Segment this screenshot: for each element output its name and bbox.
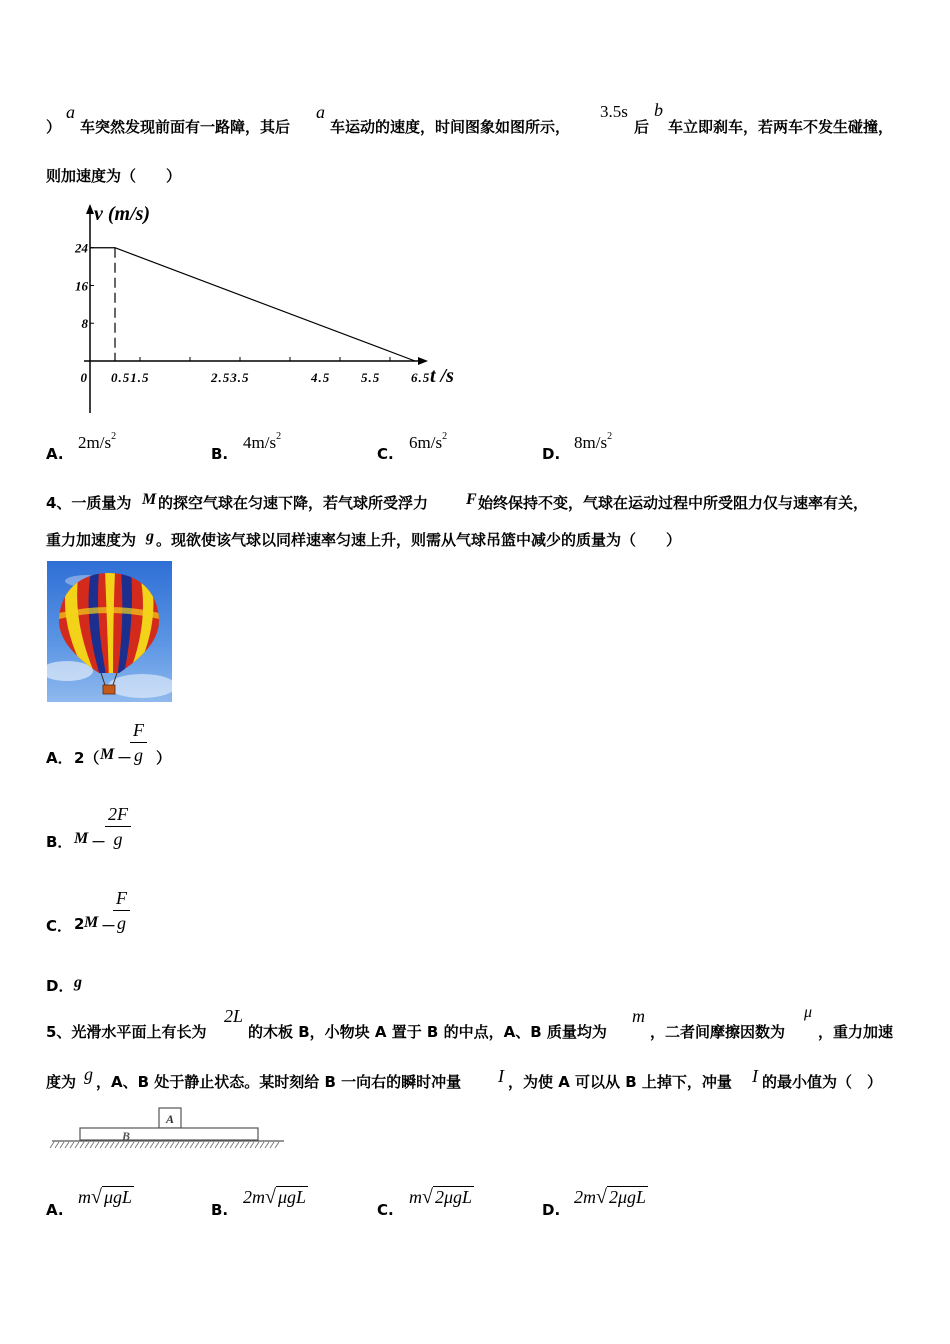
close-paren: ） [46, 118, 62, 136]
hatch-line [70, 1142, 74, 1148]
hatch-line [65, 1142, 69, 1148]
hatch-line [75, 1142, 79, 1148]
minus-sign: － [101, 917, 117, 935]
q3-text1: 车突然发现前面有一路障，其后 [80, 118, 291, 136]
hatch-line [215, 1142, 219, 1148]
numerator: F [133, 720, 144, 740]
hatch-line [240, 1142, 244, 1148]
hatch-line [95, 1142, 99, 1148]
option-b[interactable] [243, 1186, 308, 1209]
denominator: g [117, 913, 126, 933]
hatch-line [260, 1142, 264, 1148]
option-label: C． [46, 917, 73, 935]
option-label: A. [46, 445, 64, 463]
hatch-line [170, 1142, 174, 1148]
hatch-line [255, 1142, 259, 1148]
superscript: 2 [111, 431, 117, 442]
denominator: g [113, 829, 123, 849]
numerator: F [116, 888, 127, 908]
sqrt-sign: √ [91, 1186, 102, 1208]
q5-text: ，重力加速 [818, 1023, 894, 1041]
option-label: B. [211, 1201, 229, 1219]
hatch-line [180, 1142, 184, 1148]
q4-text: 重力加速度为 [46, 531, 137, 549]
hatch-line [140, 1142, 144, 1148]
numerator: 2F [108, 804, 128, 824]
hatch-line [90, 1142, 94, 1148]
option-c[interactable] [409, 433, 447, 453]
option-label: D. [542, 1201, 561, 1219]
option-a[interactable] [78, 1186, 134, 1209]
option-d[interactable] [574, 433, 612, 453]
block-A-label: A [165, 1112, 175, 1126]
hatch-line [155, 1142, 159, 1148]
q5-text: ，为使 A 可以从 B 上掉下，冲量 [508, 1073, 732, 1091]
var-I: I [752, 1066, 758, 1086]
hatch-line [270, 1142, 274, 1148]
q5-text: 度为 [46, 1073, 77, 1091]
hatch-line [235, 1142, 239, 1148]
denominator: g [134, 745, 143, 765]
q5-text: ，A、B 处于静止状态。某时刻给 B 一向右的瞬时冲量 [96, 1073, 462, 1091]
q4-text: 。现欲使该气球以同样速率匀速上升，则需从气球吊篮中减少的质量为（ ） [156, 531, 682, 549]
board-block-diagram [48, 1104, 288, 1150]
hatch-line [60, 1142, 64, 1148]
x-tick-label: 0 [80, 370, 88, 385]
option-label: A． [46, 749, 73, 767]
var-M: M [84, 914, 99, 931]
var-m: m [632, 1006, 645, 1026]
sqrt-sign: √ [596, 1186, 607, 1208]
option-value: 6m/s [409, 433, 443, 452]
hatch-line [100, 1142, 104, 1148]
coefficient: 2m [243, 1187, 265, 1207]
option-value: 2m/s [78, 433, 112, 452]
hatch-line [275, 1142, 279, 1148]
hatch-line [210, 1142, 214, 1148]
q4-text: 4、一质量为 [46, 494, 132, 512]
option-value: 4m/s [243, 433, 277, 452]
var-I: I [498, 1066, 504, 1086]
time-value: 3.5s [600, 102, 628, 121]
minus-sign: － [117, 749, 133, 767]
radicand: 2μgL [608, 1187, 647, 1207]
option-prefix: 2 [74, 915, 85, 933]
option-label: D． [46, 977, 74, 995]
option-c[interactable] [409, 1186, 474, 1209]
superscript: 2 [442, 431, 448, 442]
hatch-line [135, 1142, 139, 1148]
hatch-line [165, 1142, 169, 1148]
q3-line2: 则加速度为（ ） [46, 167, 182, 185]
sqrt-sign: √ [422, 1186, 433, 1208]
hatch-line [195, 1142, 199, 1148]
hatch-line [205, 1142, 209, 1148]
var-M: M [100, 746, 115, 763]
q4-text: 的探空气球在匀速下降，若气球所受浮力 [158, 494, 429, 512]
var-M: M [74, 830, 89, 847]
option-d[interactable] [574, 1186, 648, 1209]
hatch-line [160, 1142, 164, 1148]
var-F: F [466, 491, 477, 508]
hatch-line [145, 1142, 149, 1148]
q5-text: ，二者间摩擦因数为 [650, 1023, 786, 1041]
radicand: μgL [277, 1187, 307, 1207]
var-g: g [146, 528, 154, 545]
hatch-line [200, 1142, 204, 1148]
q5-text: 5、光滑水平面上有长为 [46, 1023, 207, 1041]
option-label: A. [46, 1201, 64, 1219]
coefficient: m [78, 1187, 91, 1207]
hatch-line [250, 1142, 254, 1148]
q5-text: 的最小值为（ ） [762, 1073, 883, 1091]
hatch-line [130, 1142, 134, 1148]
hatch-line [220, 1142, 224, 1148]
hatch-line [245, 1142, 249, 1148]
var-g: g [84, 1064, 93, 1084]
option-prefix: 2（ [74, 749, 100, 767]
vt-chart [60, 196, 480, 421]
fraction [130, 718, 147, 767]
hatch-line [150, 1142, 154, 1148]
x-tick-label: 6.5 [411, 370, 431, 385]
hatch-line [80, 1142, 84, 1148]
var-mu: μ [804, 1004, 813, 1021]
q3-text3: 后 [634, 118, 650, 136]
hatch-line [110, 1142, 114, 1148]
q5-text: 的木板 B，小物块 A 置于 B 的中点，A、B 质量均为 [248, 1023, 607, 1041]
option-label: B. [211, 445, 229, 463]
x-tick-label: 2.53.5 [211, 370, 250, 385]
var-2L: 2L [224, 1006, 244, 1026]
option-label: C. [377, 1201, 394, 1219]
x-axis-label: t /s [430, 365, 454, 387]
x-tick-label: 5.5 [361, 370, 381, 385]
hatch-line [85, 1142, 89, 1148]
hot-air-balloon-image [47, 561, 172, 702]
fraction [105, 802, 131, 851]
y-axis-arrow [86, 204, 94, 214]
sqrt-sign: √ [265, 1186, 276, 1208]
hatch-line [115, 1142, 119, 1148]
x-tick-label: 0.51.5 [111, 370, 150, 385]
option-label: C. [377, 445, 394, 463]
hatch-line [225, 1142, 229, 1148]
ground-hatch [50, 1142, 279, 1148]
radicand: μgL [103, 1187, 133, 1207]
var-a: a [316, 102, 325, 122]
q4-text: 始终保持不变，气球在运动过程中所受阻力仅与速率有关， [478, 494, 869, 512]
board-B-label: B [121, 1129, 131, 1143]
hatch-line [50, 1142, 54, 1148]
option-b[interactable] [243, 433, 281, 453]
var-b: b [654, 100, 663, 120]
hatch-line [55, 1142, 59, 1148]
option-label: B． [46, 833, 73, 851]
var-g: g [74, 974, 82, 991]
q3-text4: 车立即刹车，若两车不发生碰撞， [668, 118, 894, 136]
minus-sign: － [91, 833, 107, 851]
hatch-line [190, 1142, 194, 1148]
option-a[interactable] [78, 433, 116, 453]
superscript: 2 [607, 431, 613, 442]
y-axis-label: v (m/s) [94, 203, 151, 225]
superscript: 2 [276, 431, 282, 442]
hatch-line [230, 1142, 234, 1148]
fraction [113, 886, 130, 935]
x-tick-label: 4.5 [311, 370, 331, 385]
q3-text2: 车运动的速度，时间图象如图所示， [330, 118, 571, 136]
y-tick-label: 24 [75, 240, 88, 256]
var-a: a [66, 102, 75, 122]
hatch-line [265, 1142, 269, 1148]
y-tick-label: 16 [75, 278, 88, 294]
hatch-line [175, 1142, 179, 1148]
coefficient: m [409, 1187, 422, 1207]
option-suffix: ） [156, 749, 172, 767]
velocity-line [90, 248, 415, 361]
var-M: M [142, 491, 157, 508]
radicand: 2μgL [434, 1187, 473, 1207]
hatch-line [105, 1142, 109, 1148]
option-label: D. [542, 445, 561, 463]
option-value: 8m/s [574, 433, 608, 452]
coefficient: 2m [574, 1187, 596, 1207]
hatch-line [185, 1142, 189, 1148]
y-tick-label: 8 [81, 316, 88, 332]
x-axis-arrow [418, 357, 428, 365]
